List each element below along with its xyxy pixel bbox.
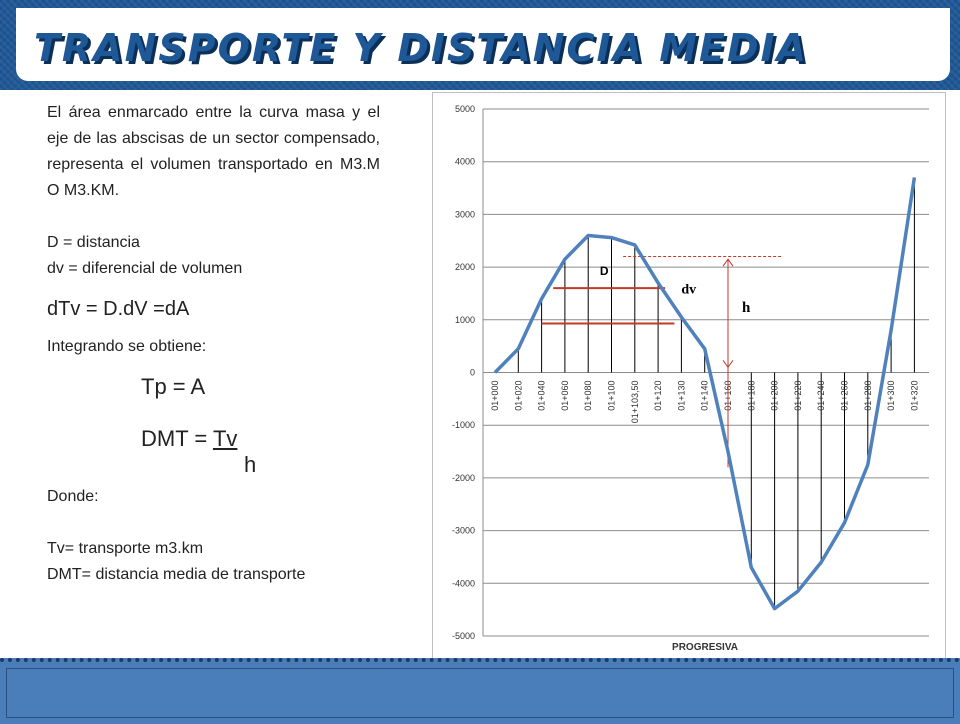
dv-annotation-label: dv: [681, 282, 697, 298]
x-tick-label: 01+040: [536, 380, 547, 411]
y-tick-label: -2000: [451, 472, 475, 483]
x-tick-label: 01+280: [862, 380, 873, 411]
dmt-definition: DMT= distancia media de transporte: [47, 566, 306, 583]
x-tick-label: 01+220: [792, 380, 803, 411]
x-tick-label: 01+060: [559, 380, 570, 411]
x-tick-label: 01+103,50: [629, 380, 640, 424]
chart-svg: [433, 93, 945, 659]
x-tick-label: 01+130: [676, 380, 687, 411]
x-tick-label: 01+200: [769, 380, 780, 411]
dmt-denominator: h: [244, 452, 257, 477]
dmt-label: DMT =: [141, 426, 213, 451]
x-tick-label: 01+320: [909, 380, 920, 411]
footer-band: [0, 658, 960, 724]
donde-text: Donde:: [47, 488, 99, 505]
footer-panel: [6, 668, 954, 718]
dmt-numerator: Tv: [212, 426, 238, 451]
tv-definition: Tv= transporte m3.km: [47, 540, 204, 557]
y-tick-label: 0: [469, 367, 475, 378]
formula-tp: Tp = A: [141, 374, 206, 399]
h-annotation-label: h: [741, 299, 751, 316]
formula-dtv: dTv = D.dV =dA: [47, 298, 190, 320]
x-axis-title: PROGRESIVA: [672, 642, 738, 653]
x-tick-label: 01+240: [816, 380, 827, 411]
y-tick-label: -4000: [451, 578, 475, 589]
x-tick-label: 01+120: [653, 380, 664, 411]
x-tick-label: 01+300: [886, 380, 897, 411]
definition-dv: dv = diferencial de volumen: [47, 260, 243, 277]
intro-paragraph: El área enmarcado entre la curva masa y el eje de las abscisas de un sector compensado, representa el volumen transportado en M3.M O M3.KM.: [47, 104, 380, 199]
x-tick-label: 01+160: [723, 380, 733, 411]
header-band: [0, 0, 960, 90]
d-annotation-label: D: [599, 264, 609, 279]
x-tick-label: 01+260: [839, 380, 850, 411]
mass-curve-chart: [432, 92, 946, 660]
x-tick-label: 01+180: [746, 380, 757, 411]
y-tick-label: 4000: [454, 156, 475, 167]
y-tick-label: 3000: [454, 209, 475, 220]
y-tick-label: -5000: [451, 631, 475, 641]
y-tick-label: -3000: [451, 525, 475, 536]
page-title: TRANSPORTE Y DISTANCIA MEDIA: [34, 26, 809, 70]
definition-d: D = distancia: [47, 234, 140, 251]
y-tick-label: 2000: [454, 262, 475, 273]
x-tick-label: 01+140: [699, 380, 710, 411]
x-tick-label: 01+080: [583, 380, 594, 411]
y-tick-label: 5000: [454, 104, 475, 114]
formula-dmt: [47, 426, 380, 452]
explanation-text: [47, 100, 380, 588]
y-tick-label: -1000: [451, 420, 475, 431]
y-tick-label: 1000: [454, 314, 475, 325]
x-tick-label: 01+020: [513, 380, 524, 411]
integrando-text: Integrando se obtiene:: [47, 338, 207, 355]
x-tick-label: 01+100: [606, 380, 617, 411]
x-tick-label: 01+000: [490, 380, 500, 411]
